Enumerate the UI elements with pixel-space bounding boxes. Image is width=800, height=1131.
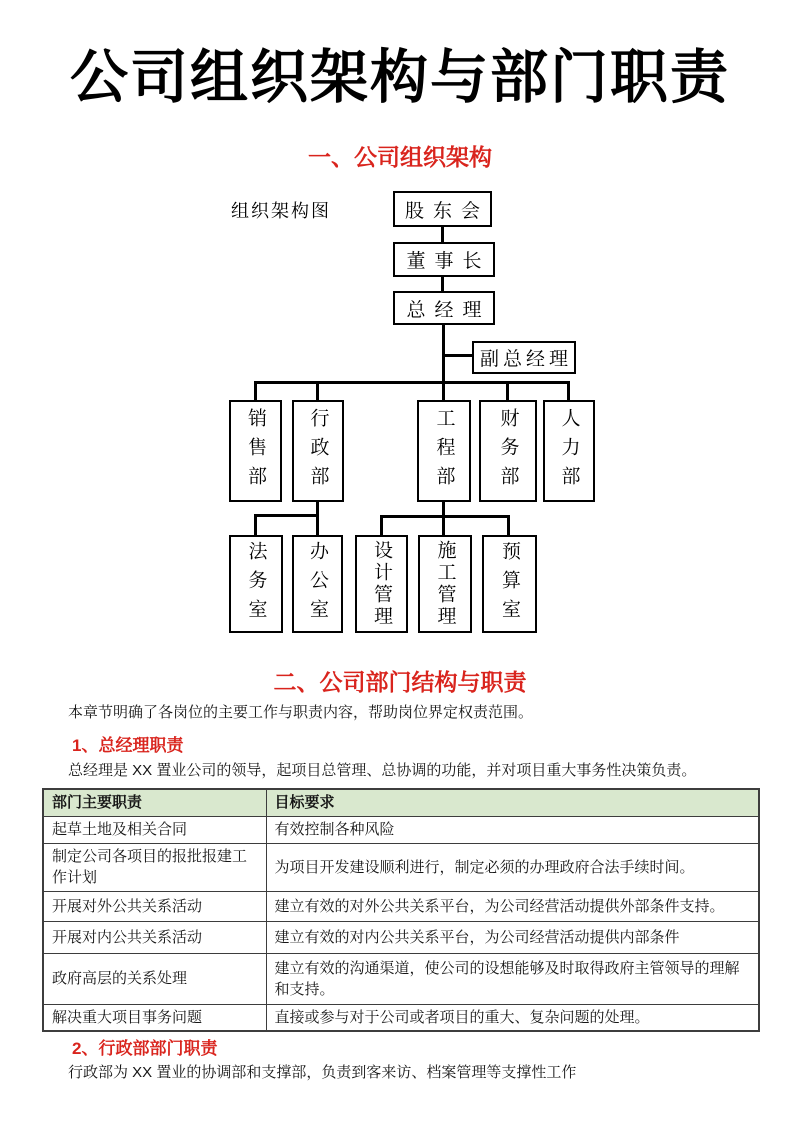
goal-cell: 为项目开发建设顺利进行，制定必须的办理政府合法手续时间。 — [266, 843, 759, 891]
goal-cell: 建立有效的对外公共关系平台，为公司经营活动提供外部条件支持。 — [266, 891, 759, 921]
connector-line — [443, 354, 474, 357]
org-chart-label: 组织架构图 — [231, 201, 331, 221]
org-node-label: 设计管理 — [371, 540, 392, 628]
org-node-legal-office — [229, 535, 283, 633]
org-node-label: 行政部 — [307, 407, 329, 495]
goal-cell: 直接或参与对于公司或者项目的重大、复杂问题的处理。 — [266, 1004, 759, 1031]
connector-line — [442, 324, 445, 402]
subsection-admin-heading: 2、行政部部门职责 — [72, 1039, 218, 1058]
column-header-goal: 目标要求 — [266, 789, 759, 816]
duty-cell: 解决重大项目事务问题 — [43, 1004, 266, 1031]
subsection-gm-heading: 1、总经理职责 — [72, 736, 184, 755]
table-row — [43, 1004, 759, 1031]
org-node-label: 施工管理 — [434, 540, 456, 628]
duty-cell: 开展对外公共关系活动 — [43, 891, 266, 921]
goal-cell: 有效控制各种风险 — [266, 816, 759, 843]
table-row — [43, 843, 759, 891]
connector-line — [254, 381, 257, 401]
section-2-heading: 二、公司部门结构与职责 — [273, 669, 527, 695]
org-node-shareholders: 股东会 — [393, 191, 492, 227]
gm-duties-table — [42, 788, 760, 1032]
subsection-gm-intro: 总经理是 XX 置业公司的领导，起项目总管理、总协调的功能，并对项目重大事务性决策负责。 — [68, 762, 697, 779]
org-node-label: 办公室 — [307, 540, 328, 628]
connector-line — [254, 381, 570, 384]
org-node-engineering-dept — [417, 400, 471, 502]
connector-line — [316, 381, 319, 401]
connector-line — [507, 515, 510, 536]
org-node-label: 人力部 — [558, 407, 580, 495]
org-node-admin-dept — [292, 400, 344, 502]
connector-line — [441, 226, 444, 243]
connector-line — [442, 501, 445, 536]
section-2-intro: 本章节明确了各岗位的主要工作与职责内容，帮助岗位界定权责范围。 — [68, 704, 534, 721]
org-node-construction-mgmt — [418, 535, 472, 633]
connector-line — [441, 275, 444, 292]
column-header-duty: 部门主要职责 — [43, 789, 266, 816]
connector-line — [254, 514, 319, 517]
table-row — [43, 891, 759, 921]
duty-cell: 开展对内公共关系活动 — [43, 921, 266, 953]
org-node-sales-dept — [229, 400, 282, 502]
document-title: 公司组织架构与部门职责 — [69, 45, 730, 110]
org-node-office — [292, 535, 343, 633]
duty-cell: 政府高层的关系处理 — [43, 953, 266, 1004]
connector-line — [567, 381, 570, 401]
duty-cell: 制定公司各项目的报批报建工作计划 — [43, 843, 266, 891]
goal-cell: 建立有效的沟通渠道，使公司的设想能够及时取得政府主管领导的理解和支持。 — [266, 953, 759, 1004]
org-node-label: 预算室 — [499, 540, 520, 628]
org-node-label: 销售部 — [245, 407, 266, 495]
org-node-hr-dept — [543, 400, 595, 502]
connector-line — [506, 381, 509, 401]
table-row — [43, 953, 759, 1004]
connector-line — [380, 515, 510, 518]
org-node-design-mgmt — [355, 535, 408, 633]
org-node-label: 财务部 — [497, 407, 519, 495]
org-node-budget-office — [482, 535, 537, 633]
org-node-label: 法务室 — [245, 540, 267, 628]
section-1-heading: 一、公司组织架构 — [308, 144, 492, 170]
org-node-general-manager: 总经理 — [393, 291, 495, 325]
org-node-finance-dept — [479, 400, 537, 502]
connector-line — [316, 501, 319, 536]
duty-cell: 起草土地及相关合同 — [43, 816, 266, 843]
connector-line — [254, 514, 257, 536]
table-row — [43, 816, 759, 843]
subsection-admin-intro: 行政部为 XX 置业的协调部和支撑部，负责到客来访、档案管理等支撑性工作 — [68, 1064, 577, 1081]
connector-line — [380, 515, 383, 536]
org-node-label: 工程部 — [433, 407, 455, 495]
table-row — [43, 921, 759, 953]
org-node-deputy-gm: 副总经理 — [472, 341, 576, 374]
org-node-chairman: 董事长 — [393, 242, 495, 277]
table-header-row — [43, 789, 759, 816]
goal-cell: 建立有效的对内公共关系平台，为公司经营活动提供内部条件 — [266, 921, 759, 953]
